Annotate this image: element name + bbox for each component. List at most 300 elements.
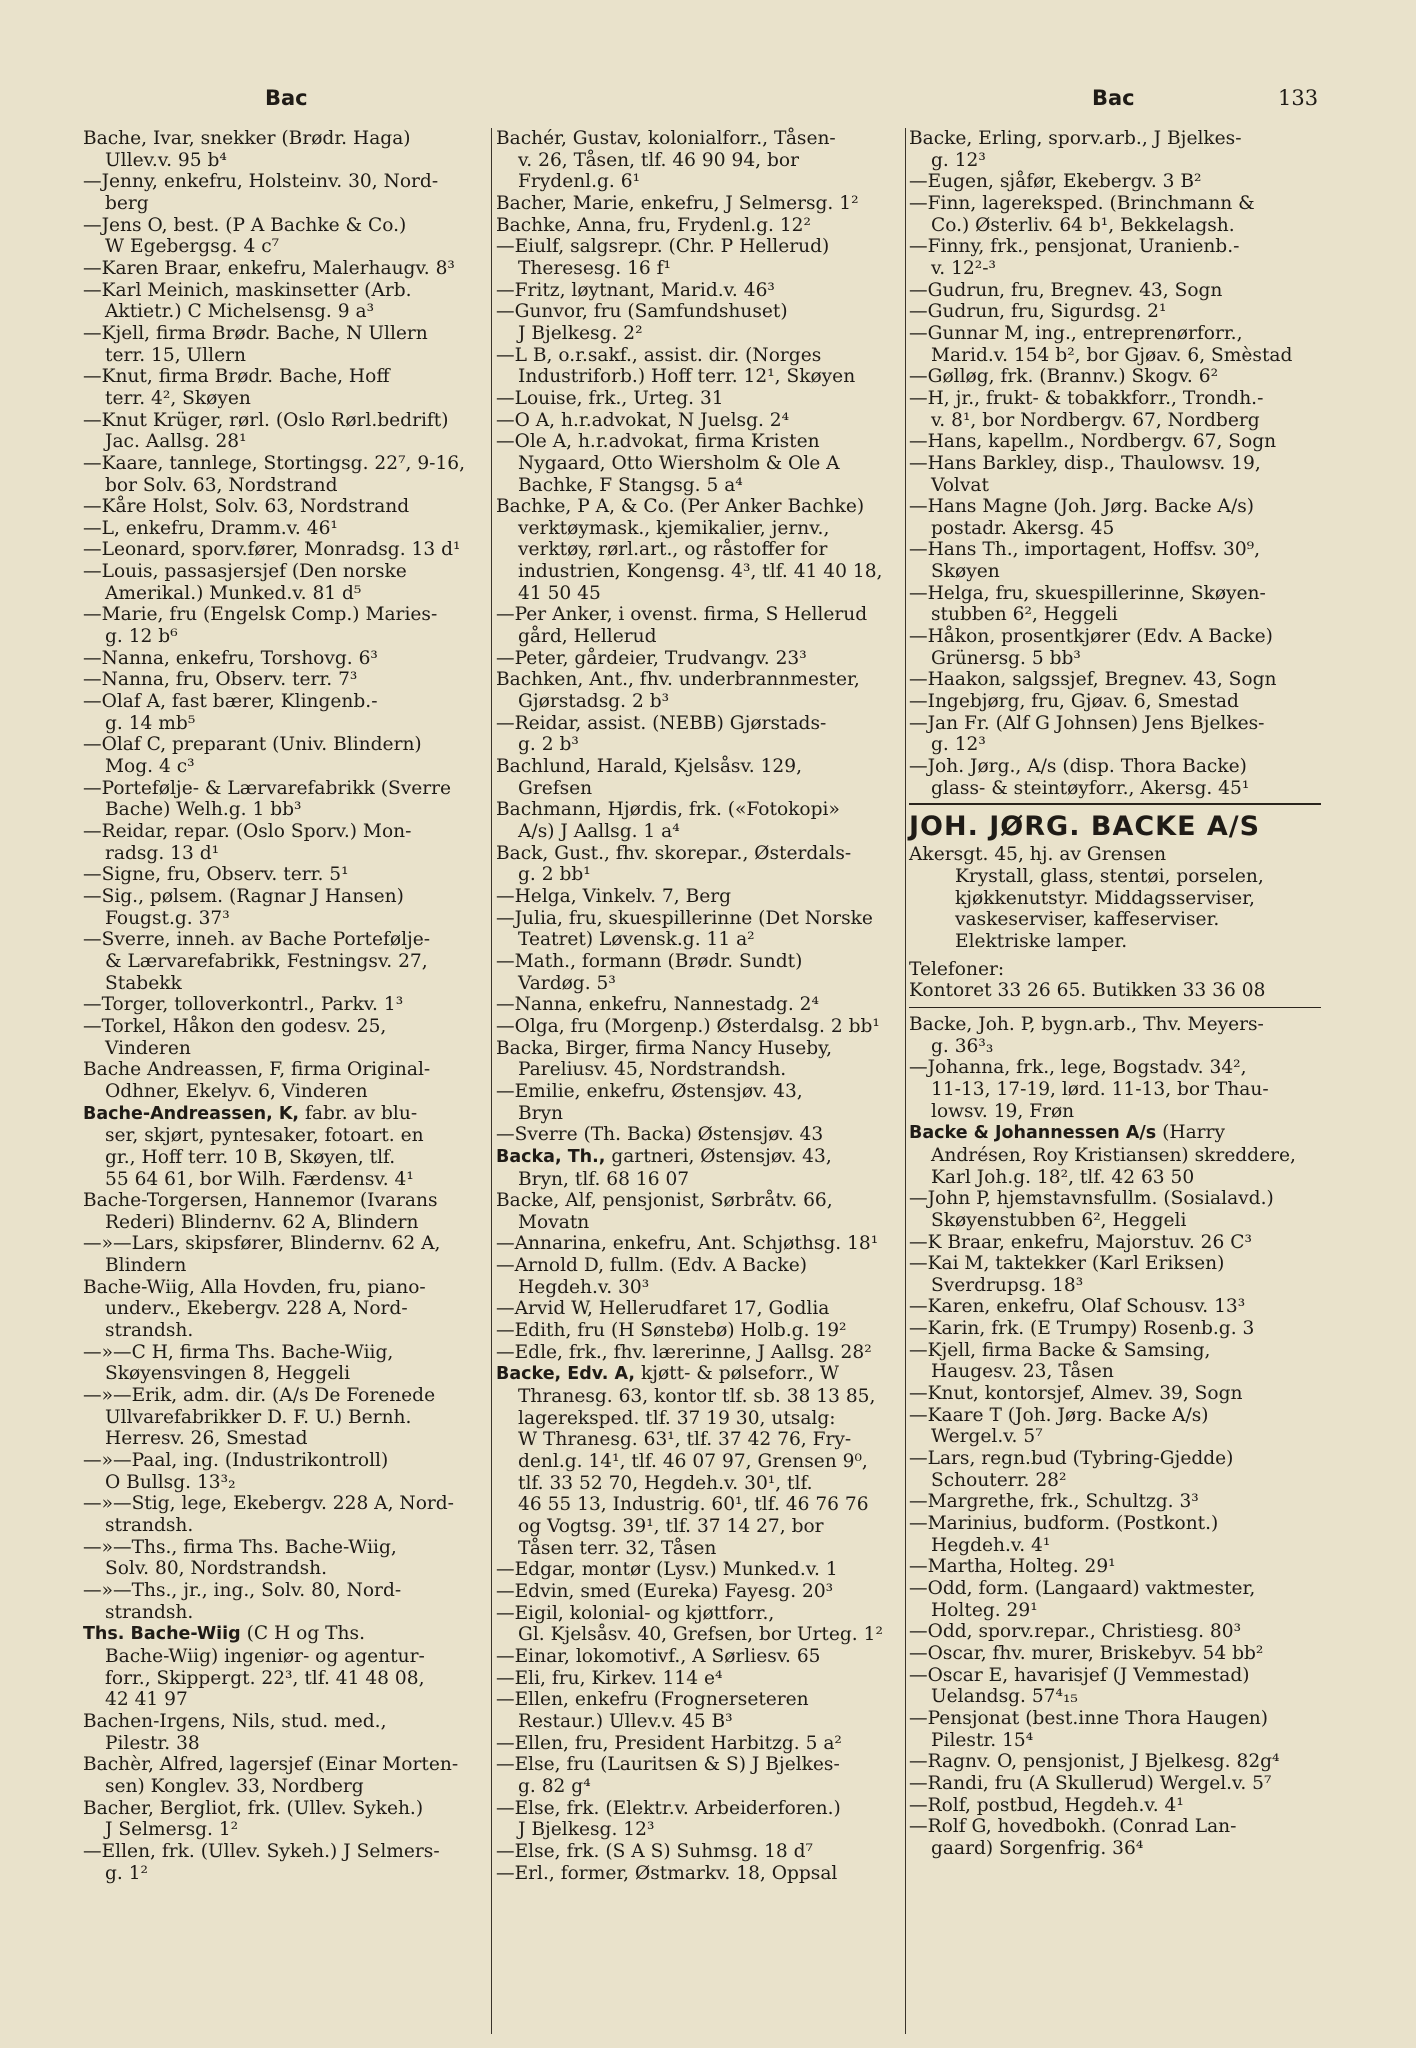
directory-entry <box>496 345 903 388</box>
entry-text: Backe, Joh. P, bygn.arb., Thv. Meyers- <box>909 1013 1264 1035</box>
entry-text: —Ole A, h.r.advokat, firma Kristen <box>496 431 820 453</box>
entry-text: Bachlund, Harald, Kjelsåsv. 129, <box>496 756 802 778</box>
directory-entry <box>83 1711 488 1754</box>
entry-text: —Finny, frk., pensjonat, Uranienb.- <box>909 236 1240 258</box>
directory-entry <box>83 1385 488 1450</box>
directory-entry <box>909 496 1321 539</box>
ad-phone-numbers: Kontoret 33 26 65. Butikken 33 36 08 <box>909 980 1266 1002</box>
entry-text: —Signe, fru, Observ. terr. 5¹ <box>83 864 349 886</box>
entry-continuation: Nygaard, Otto Wiersholm & Ole A <box>518 452 840 474</box>
directory-entry <box>83 1277 488 1342</box>
entry-text: —Knut Krüger, rørl. (Oslo Rørl.bedrift) <box>83 409 449 431</box>
directory-entry <box>83 496 488 518</box>
entry-text: —Odd, form. (Langaard) vaktmester, <box>909 1578 1256 1599</box>
directory-entry <box>909 1491 1321 1513</box>
entry-continuation: v. 12²-³ <box>931 257 996 279</box>
entry-continuation: Skøyensvingen 8, Heggeli <box>105 1363 351 1385</box>
directory-entry <box>909 1383 1321 1405</box>
directory-entry <box>496 410 903 432</box>
entry-continuation: g. 14 mb⁵ <box>105 712 196 734</box>
entry-text: —Kåre Holst, Solv. 63, Nordstrand <box>83 496 410 518</box>
directory-entry <box>909 1122 1321 1188</box>
entry-text: —Olaf A, fast bærer, Klingenb.- <box>83 691 378 713</box>
running-head-right: Bac <box>1092 86 1135 110</box>
directory-entry <box>496 604 903 647</box>
entry-text: —Kjell, firma Brødr. Bache, N Ullern <box>83 322 428 344</box>
ad-telefoner-label: Telefoner: <box>909 958 1005 980</box>
entry-text: —Kaare, tannlege, Stortingsg. 22⁷, 9-16, <box>83 452 466 474</box>
directory-entry <box>909 1318 1321 1340</box>
entry-text: Bache, Ivar, snekker (Brødr. Haga) <box>83 128 411 149</box>
directory-entry <box>496 1603 903 1646</box>
directory-entry <box>496 1733 903 1755</box>
directory-entry <box>909 1643 1321 1665</box>
directory-entry <box>496 1298 903 1320</box>
directory-entry <box>83 1798 488 1841</box>
directory-entry <box>909 1708 1321 1751</box>
entry-text: —Torger, tolloverkontrl., Parkv. 1³ <box>83 994 404 1016</box>
directory-entry <box>909 1578 1321 1621</box>
directory-entry <box>909 1014 1321 1057</box>
entry-text: Bachke, Anna, fru, Frydenl.g. 12² <box>496 214 811 236</box>
directory-entry <box>909 1665 1321 1708</box>
entry-text: gartneri, Østensjøv. 43, <box>605 1145 832 1167</box>
entry-continuation: terr. 15, Ullern <box>105 344 246 366</box>
entry-continuation: Solv. 80, Nordstrandsh. <box>105 1558 328 1580</box>
entry-continuation: terr. 4², Skøyen <box>105 387 251 409</box>
entry-text: —Sverre (Th. Backa) Østensjøv. 43 <box>496 1124 824 1146</box>
entry-text: —Edith, fru (H Sønstebø) Holb.g. 19² <box>496 1320 847 1342</box>
entry-continuation: Jac. Aallsg. 28¹ <box>105 431 247 453</box>
entry-text: Back, Gust., fhv. skorepar., Østerdals- <box>496 842 852 864</box>
directory-entry <box>496 1646 903 1668</box>
entry-text: —»—Stig, lege, Ekebergv. 228 A, Nord- <box>83 1493 454 1515</box>
entry-continuation: denl.g. 14¹, tlf. 46 07 97, Grensen 9⁰, <box>518 1451 868 1473</box>
entry-text: —Annarina, enkefru, Ant. Schjøthsg. 18¹ <box>496 1233 879 1255</box>
entry-continuation: v. 26, Tåsen, tlf. 46 90 94, bor <box>518 149 799 171</box>
directory-entry <box>83 539 488 561</box>
entry-text: —Ellen, enkefru (Frognerseteren <box>496 1689 809 1711</box>
entry-text: —Karl Meinich, maskinsetter (Arb. <box>83 279 412 301</box>
ad-line: Krystall, glass, stentøi, porselen, <box>955 866 1264 887</box>
ad-address: Akersgt. 45, hj. av Grensen <box>909 844 1167 866</box>
entry-continuation: Hegdeh.v. 4¹ <box>931 1534 1051 1556</box>
entry-bold-name: Ths. Bache-Wiig <box>83 1624 241 1645</box>
entry-text: —Marie, fru (Engelsk Comp.) Maries- <box>83 604 438 626</box>
entry-continuation: Aktietr.) C Michelsensg. 9 a³ <box>105 301 375 323</box>
directory-entry <box>909 583 1321 626</box>
directory-entry <box>496 756 903 799</box>
entry-text: Backe, Erling, sporv.arb., J Bjelkes- <box>909 128 1242 149</box>
ad-title: JOH. JØRG. BACKE A/S <box>909 811 1261 843</box>
entry-text: —Knut, kontorsjef, Almev. 39, Sogn <box>909 1383 1243 1405</box>
entry-continuation: 41 50 45 <box>518 582 601 604</box>
directory-entry <box>83 1580 488 1623</box>
entry-continuation: verktøymask., kjemikalier, jernv., <box>518 517 830 539</box>
entry-continuation: Vinderen <box>105 1037 191 1059</box>
entry-text: —Karen Braar, enkefru, Malerhaugv. 8³ <box>83 257 455 279</box>
entry-text: kjøtt- & pølseforr., W <box>635 1363 840 1385</box>
entry-text: —Karin, frk. (E Trumpy) Rosenb.g. 3 <box>909 1318 1255 1340</box>
directory-entry <box>83 864 488 886</box>
entry-text: —Eiulf, salgsrepr. (Chr. P Hellerud) <box>496 236 830 258</box>
entry-continuation: Hegdeh.v. 30³ <box>518 1276 650 1298</box>
entry-continuation: postadr. Akersg. 45 <box>931 517 1115 539</box>
directory-entry <box>496 1689 903 1732</box>
directory-entry <box>83 410 488 453</box>
directory-entry <box>496 1581 903 1603</box>
entry-continuation: sen) Konglev. 33, Nordberg <box>105 1775 364 1797</box>
entry-continuation: 42 41 97 <box>105 1689 188 1711</box>
entry-text: —Olga, fru (Morgenp.) Østerdalsg. 2 bb¹ <box>496 1015 880 1037</box>
entry-continuation: Ullvarefabrikker D. F. U.) Bernh. <box>105 1406 412 1428</box>
entry-continuation: 55 64 61, bor Wilh. Færdensv. 4¹ <box>105 1168 414 1190</box>
directory-entry <box>496 280 903 302</box>
entry-text: —»—Ths., jr., ing., Solv. 80, Nord- <box>83 1579 402 1601</box>
entry-text: —Eigil, kolonial- og kjøttforr., <box>496 1602 775 1624</box>
directory-entry <box>496 1081 903 1124</box>
entry-text: —Edle, frk., fhv. lærerinne, J Aallsg. 28² <box>496 1341 872 1363</box>
entry-text: —Nanna, enkefru, Nannestadg. 2⁴ <box>496 994 819 1016</box>
directory-entry <box>909 236 1321 279</box>
directory-entry <box>83 1233 488 1276</box>
entry-continuation: Odhner, Ekelyv. 6, Vinderen <box>105 1080 368 1102</box>
entry-text: Bachér, Gustav, kolonialforr., Tåsen- <box>496 128 836 149</box>
directory-entry <box>909 691 1321 713</box>
entry-text: Backe, Alf, pensjonist, Sørbråtv. 66, <box>496 1190 833 1212</box>
entry-continuation: Sverdrupsg. 18³ <box>931 1274 1084 1296</box>
entry-continuation: verktøy, rørl.art., og råstoffer for <box>518 539 828 561</box>
entry-text: —John P, hjemstavnsfullm. (Sosialavd.) <box>909 1188 1274 1210</box>
entry-continuation: g. 12³ <box>931 149 986 171</box>
entry-continuation: stubben 6², Heggeli <box>931 604 1118 626</box>
entry-continuation: Andrésen, Roy Kristiansen) skreddere, <box>931 1144 1296 1166</box>
directory-entry <box>496 301 903 344</box>
entry-text: Bache-Wiig, Alla Hovden, fru, piano- <box>83 1276 426 1298</box>
directory-entry <box>496 1841 903 1863</box>
entry-continuation: Karl Joh.g. 18², tlf. 42 63 50 <box>931 1166 1195 1188</box>
entry-continuation: g. 2 b³ <box>518 734 579 756</box>
entry-text: —Marinius, budform. (Postkont.) <box>909 1513 1219 1535</box>
entry-text: —H, jr., frukt- & tobakkforr., Trondh.- <box>909 387 1264 409</box>
entry-text: Bachen-Irgens, Nils, stud. med., <box>83 1710 387 1732</box>
entry-continuation: gaard) Sorgenfrig. 36⁴ <box>931 1837 1144 1859</box>
entry-continuation: lagereksped. tlf. 37 19 30, utsalg: <box>518 1407 836 1429</box>
directory-entry <box>496 1668 903 1690</box>
entry-continuation: Blindern <box>105 1255 187 1277</box>
directory-entry <box>83 1493 488 1536</box>
directory-entry <box>83 669 488 691</box>
entry-text: —Leonard, sporv.fører, Monradsg. 13 d¹ <box>83 539 461 561</box>
entry-text: —Else, frk. (S A S) Suhmsg. 18 d⁷ <box>496 1840 813 1862</box>
column-rule <box>491 128 492 2034</box>
entry-text: —Fritz, løytnant, Marid.v. 46³ <box>496 279 775 301</box>
entry-text: —Ragnv. O, pensjonist, J Bjelkesg. 82g⁴ <box>909 1751 1280 1773</box>
entry-continuation: Gl. Kjelsåsv. 40, Grefsen, bor Urteg. 1² <box>518 1624 883 1646</box>
directory-entry <box>909 1556 1321 1578</box>
entry-text: —Hans Magne (Joh. Jørg. Backe A/s) <box>909 496 1255 518</box>
entry-continuation: W Thranesg. 63¹, tlf. 37 42 76, Fry- <box>518 1429 852 1451</box>
entry-text: —Pensjonat (best.inne Thora Haugen) <box>909 1707 1268 1729</box>
directory-entry <box>909 756 1321 799</box>
directory-entry <box>909 713 1321 756</box>
entry-text: —Olaf C, preparant (Univ. Blindern) <box>83 734 422 756</box>
entry-bold-name: Backa, Th., <box>496 1146 606 1167</box>
directory-entry <box>909 1816 1321 1859</box>
entry-text: —Kaare T (Joh. Jørg. Backe A/s) <box>909 1404 1209 1426</box>
entry-text: —O A, h.r.advokat, N Juelsg. 2⁴ <box>496 409 790 431</box>
directory-entry <box>83 1190 488 1233</box>
entry-text: —Per Anker, i ovenst. firma, S Hellerud <box>496 604 868 626</box>
entry-continuation: Frydenl.g. 6¹ <box>518 171 641 193</box>
directory-entry <box>909 669 1321 691</box>
entry-continuation: Fougst.g. 37³ <box>105 907 230 929</box>
column-2 <box>496 128 903 1884</box>
entry-text: —Finn, lagereksped. (Brinchmann & <box>909 192 1255 214</box>
directory-entry <box>496 215 903 237</box>
directory-entry <box>496 713 903 756</box>
entry-text: Bacher, Bergliot, frk. (Ullev. Sykeh.) <box>83 1797 424 1819</box>
directory-entry <box>83 994 488 1016</box>
directory-entry <box>496 648 903 670</box>
entry-continuation: radsg. 13 d¹ <box>105 842 220 864</box>
directory-entry <box>83 1623 488 1711</box>
entry-text: —Helga, fru, skuespillerinne, Skøyen- <box>909 582 1266 604</box>
entry-continuation: Rederi) Blindernv. 62 A, Blindern <box>105 1211 419 1233</box>
directory-entry <box>909 128 1321 171</box>
directory-entry <box>496 951 903 994</box>
entry-text: —Math., formann (Brødr. Sundt) <box>496 950 803 972</box>
entry-text: —Randi, fru (A Skullerud) Wergel.v. 5⁷ <box>909 1772 1272 1794</box>
entry-continuation: og Vogtsg. 39¹, tlf. 37 14 27, bor <box>518 1516 824 1537</box>
directory-entry <box>496 128 903 193</box>
directory-entry <box>83 323 488 366</box>
directory-entry <box>83 453 488 496</box>
entry-continuation: glass- & steintøyforr., Akersg. 45¹ <box>931 777 1250 799</box>
directory-entry <box>909 301 1321 323</box>
entry-continuation: Industriforb.) Hoff terr. 12¹, Skøyen <box>518 366 856 388</box>
directory-entry <box>83 778 488 821</box>
entry-continuation: Thranesg. 63, kontor tlf. sb. 38 13 85, <box>518 1386 876 1408</box>
entry-continuation: g. 12 b⁶ <box>105 626 178 648</box>
column-1 <box>83 128 488 1884</box>
entry-continuation: strandsh. <box>105 1320 194 1342</box>
entry-text: —Oscar, fhv. murer, Briskebyv. 54 bb² <box>909 1642 1264 1664</box>
entry-text: —Lars, regn.bud (Tybring-Gjedde) <box>909 1448 1234 1470</box>
directory-entry <box>83 1754 488 1797</box>
directory-entry <box>909 431 1321 453</box>
ad-line: kjøkkenutstyr. Middagsserviser, <box>955 887 1255 909</box>
entry-continuation: Holteg. 29¹ <box>931 1599 1038 1621</box>
directory-entry <box>496 1320 903 1342</box>
directory-entry <box>83 215 488 258</box>
entry-continuation: strandsh. <box>105 1515 194 1536</box>
entry-bold-name: Bache-Andreassen, K, <box>83 1103 300 1124</box>
entry-text: —Eli, fru, Kirkev. 114 e⁴ <box>496 1667 723 1689</box>
entry-continuation: strandsh. <box>105 1601 194 1623</box>
directory-entry <box>496 908 903 951</box>
entry-continuation: tlf. 33 52 70, Hegdeh.v. 30¹, tlf. <box>518 1472 813 1494</box>
column-rule <box>905 128 906 2034</box>
entry-continuation: 46 55 13, Industrig. 60¹, tlf. 46 76 76 <box>518 1494 869 1516</box>
entry-continuation: Tåsen terr. 32, Tåsen <box>518 1537 717 1559</box>
entry-text: —Gunnar M, ing., entreprenørforr., <box>909 322 1243 344</box>
entry-continuation: Skøyenstubben 6², Heggeli <box>931 1209 1187 1231</box>
entry-text: —Reidar, repar. (Oslo Sporv.) Mon- <box>83 821 412 842</box>
entry-text: —Edgar, montør (Lysv.) Munked.v. 1 <box>496 1559 838 1581</box>
entry-text: —Gunvor, fru (Samfundshuset) <box>496 301 788 323</box>
entry-text: —Nanna, enkefru, Torshovg. 6³ <box>83 647 378 669</box>
directory-entry <box>83 1537 488 1580</box>
directory-entry <box>909 1188 1321 1231</box>
entry-text: —Hans, kapellm., Nordbergv. 67, Sogn <box>909 431 1277 453</box>
directory-entry <box>496 1255 903 1298</box>
entry-text: Bachken, Ant., fhv. underbrannmester, <box>496 669 860 691</box>
entry-continuation: industrien, Kongensg. 4³, tlf. 41 40 18, <box>518 561 883 583</box>
advertisement-box <box>909 803 1321 1008</box>
entry-continuation: Pilestr. 38 <box>105 1732 200 1754</box>
entry-text: —Edvin, smed (Eureka) Fayesg. 20³ <box>496 1580 834 1602</box>
entry-text: —Else, frk. (Elektr.v. Arbeiderforen.) <box>496 1797 841 1819</box>
entry-text: —Odd, sporv.repar., Christiesg. 80³ <box>909 1621 1242 1643</box>
entry-text: —K Braar, enkefru, Majorstuv. 26 C³ <box>909 1231 1252 1253</box>
entry-text: —Jenny, enkefru, Holsteinv. 30, Nord- <box>83 171 439 193</box>
directory-entry <box>496 1342 903 1364</box>
entry-text: —Nanna, fru, Observ. terr. 7³ <box>83 669 358 691</box>
entry-text: —Sig., pølsem. (Ragnar J Hansen) <box>83 885 404 907</box>
entry-continuation: bor Solv. 63, Nordstrand <box>105 474 338 496</box>
directory-entry <box>496 1798 903 1841</box>
entry-text: Bacher, Marie, enkefru, J Selmersg. 1² <box>496 192 859 214</box>
entry-continuation: 11-13, 17-19, lørd. 11-13, bor Thau- <box>931 1078 1269 1100</box>
directory-entry <box>83 1342 488 1385</box>
entry-text: fabr. av blu- <box>299 1102 418 1124</box>
directory-entry <box>909 1296 1321 1318</box>
entry-text: —Ellen, frk. (Ullev. Sykeh.) J Selmers- <box>83 1840 440 1862</box>
entry-continuation: Bache) Welh.g. 1 bb³ <box>105 799 302 821</box>
directory-entry <box>496 236 903 279</box>
entry-continuation: J Bjelkesg. 12³ <box>518 1819 655 1841</box>
directory-entry <box>909 1232 1321 1254</box>
entry-continuation: Uelandsg. 57⁴₁₅ <box>931 1686 1078 1708</box>
ad-description <box>909 866 1321 931</box>
entry-continuation: lowsv. 19, Frøn <box>931 1100 1075 1122</box>
directory-entry <box>83 1450 488 1493</box>
entry-text: —Joh. Jørg., A/s (disp. Thora Backe) <box>909 756 1247 778</box>
entry-continuation: v. 8¹, bor Nordbergv. 67, Nordberg <box>931 409 1260 431</box>
entry-text: (Harry <box>1156 1122 1225 1144</box>
entry-text: —Hans Th., importagent, Hoffsv. 30⁹, <box>909 539 1261 561</box>
directory-entry <box>496 1016 903 1038</box>
entry-text: —Eugen, sjåfør, Ekebergv. 3 B² <box>909 171 1202 193</box>
entry-continuation: g. 2 bb¹ <box>518 864 591 886</box>
entry-continuation: Stabekk <box>105 972 182 994</box>
entry-continuation: Herresv. 26, Smestad <box>105 1428 308 1450</box>
entry-continuation: Bachke, F Stangsg. 5 a⁴ <box>518 474 743 496</box>
entry-text: Bache-Torgersen, Hannemor (Ivarans <box>83 1190 438 1212</box>
entry-text: —Helga, Vinkelv. 7, Berg <box>496 885 732 907</box>
directory-entry <box>496 799 903 842</box>
entry-continuation: Bryn, tlf. 68 16 07 <box>518 1168 690 1190</box>
entry-text: Bache Andreassen, F, firma Original- <box>83 1059 431 1081</box>
entry-text: —Kjell, firma Backe & Samsing, <box>909 1339 1211 1361</box>
entry-text: —Haakon, salgssjef, Bregnev. 43, Sogn <box>909 669 1277 691</box>
entry-text: —Knut, firma Brødr. Bache, Hoff <box>83 366 390 388</box>
entry-continuation: g. 36³₃ <box>931 1035 994 1057</box>
directory-entry <box>83 821 488 864</box>
directory-entry <box>83 1103 488 1191</box>
directory-entry <box>909 1253 1321 1296</box>
entry-text: —Hans Barkley, disp., Thaulowsv. 19, <box>909 452 1261 474</box>
entry-bold-name: Backe & Johannessen A/s <box>909 1123 1157 1144</box>
entry-text: —Gudrun, fru, Bregnev. 43, Sogn <box>909 279 1223 301</box>
entry-text: —Kai M, taktekker (Karl Eriksen) <box>909 1253 1225 1275</box>
directory-entry <box>83 886 488 929</box>
entry-text: (C H og Ths. <box>240 1623 365 1645</box>
entry-text: Bachèr, Alfred, lagersjef (Einar Morten- <box>83 1754 459 1776</box>
entry-text: —Sverre, inneh. av Bache Portefølje- <box>83 929 431 951</box>
ad-lamps: Elektriske lamper. <box>955 930 1128 952</box>
entry-continuation: gård, Hellerud <box>518 626 657 648</box>
running-head-left: Bac <box>265 86 308 110</box>
directory-entry <box>83 604 488 647</box>
entry-continuation: Mog. 4 c³ <box>105 756 195 778</box>
directory-entry <box>496 388 903 410</box>
entry-text: Bachmann, Hjørdis, frk. («Fotokopi» <box>496 799 840 821</box>
ad-line: vaskeserviser, kaffeserviser. <box>955 909 1220 931</box>
entry-continuation: g. 1² <box>105 1862 149 1884</box>
entry-continuation: Bryn <box>518 1102 564 1124</box>
entry-continuation: Gjørstadsg. 2 b³ <box>518 691 670 713</box>
entry-continuation: Ullev.v. 95 b⁴ <box>105 149 227 171</box>
entry-text: —»—Lars, skipsfører, Blindernv. 62 A, <box>83 1233 441 1255</box>
entry-text: —Peter, gårdeier, Trudvangv. 23³ <box>496 647 807 669</box>
entry-text: —Torkel, Håkon den godesv. 25, <box>83 1015 387 1037</box>
entry-text: Bachke, P A, & Co. (Per Anker Bachke) <box>496 496 865 518</box>
entry-continuation: J Bjelkesg. 2² <box>518 322 643 344</box>
entry-text: —Ingebjørg, fru, Gjøav. 6, Smestad <box>909 691 1239 713</box>
page-number: 133 <box>1278 86 1319 110</box>
entry-continuation: g. 12³ <box>931 734 986 756</box>
entry-text: —Rolf, postbud, Hegdeh.v. 4¹ <box>909 1794 1184 1816</box>
entry-continuation: gr., Hoff terr. 10 B, Skøyen, tlf. <box>105 1146 396 1168</box>
directory-entry <box>496 1146 903 1190</box>
entry-continuation: Schouterr. 28² <box>931 1469 1067 1491</box>
directory-entry <box>496 1863 903 1885</box>
entry-text: —Gølløg, frk. (Brannv.) Skogv. 6² <box>909 366 1219 388</box>
entry-continuation: A/s) J Aallsg. 1 a⁴ <box>518 821 680 842</box>
directory-entry <box>496 1233 903 1255</box>
directory-entry <box>83 171 488 214</box>
entry-continuation: J Selmersg. 1² <box>105 1819 239 1841</box>
directory-entry <box>909 1795 1321 1817</box>
entry-text: —L, enkefru, Dramm.v. 46¹ <box>83 517 338 539</box>
entry-continuation: W Egebergsg. 4 c⁷ <box>105 236 280 258</box>
entry-text: —Einar, lokomotivf., A Sørliesv. 65 <box>496 1645 821 1667</box>
entry-text: —L B, o.r.sakf., assist. dir. (Norges <box>496 344 822 366</box>
directory-entry <box>909 1751 1321 1773</box>
entry-continuation: forr., Skippergt. 22³, tlf. 41 48 08, <box>105 1667 425 1689</box>
directory-entry <box>496 994 903 1016</box>
directory-entry <box>909 1448 1321 1491</box>
entry-text: —»—Erik, adm. dir. (A/s De Forenede <box>83 1385 436 1407</box>
entry-text: —Jens O, best. (P A Bachke & Co.) <box>83 214 407 236</box>
entry-continuation: Grefsen <box>518 777 593 799</box>
directory-entry <box>83 1059 488 1102</box>
directory-entry <box>909 171 1321 193</box>
directory-entry <box>909 1773 1321 1795</box>
entry-continuation: Theresesg. 16 f¹ <box>518 257 671 279</box>
